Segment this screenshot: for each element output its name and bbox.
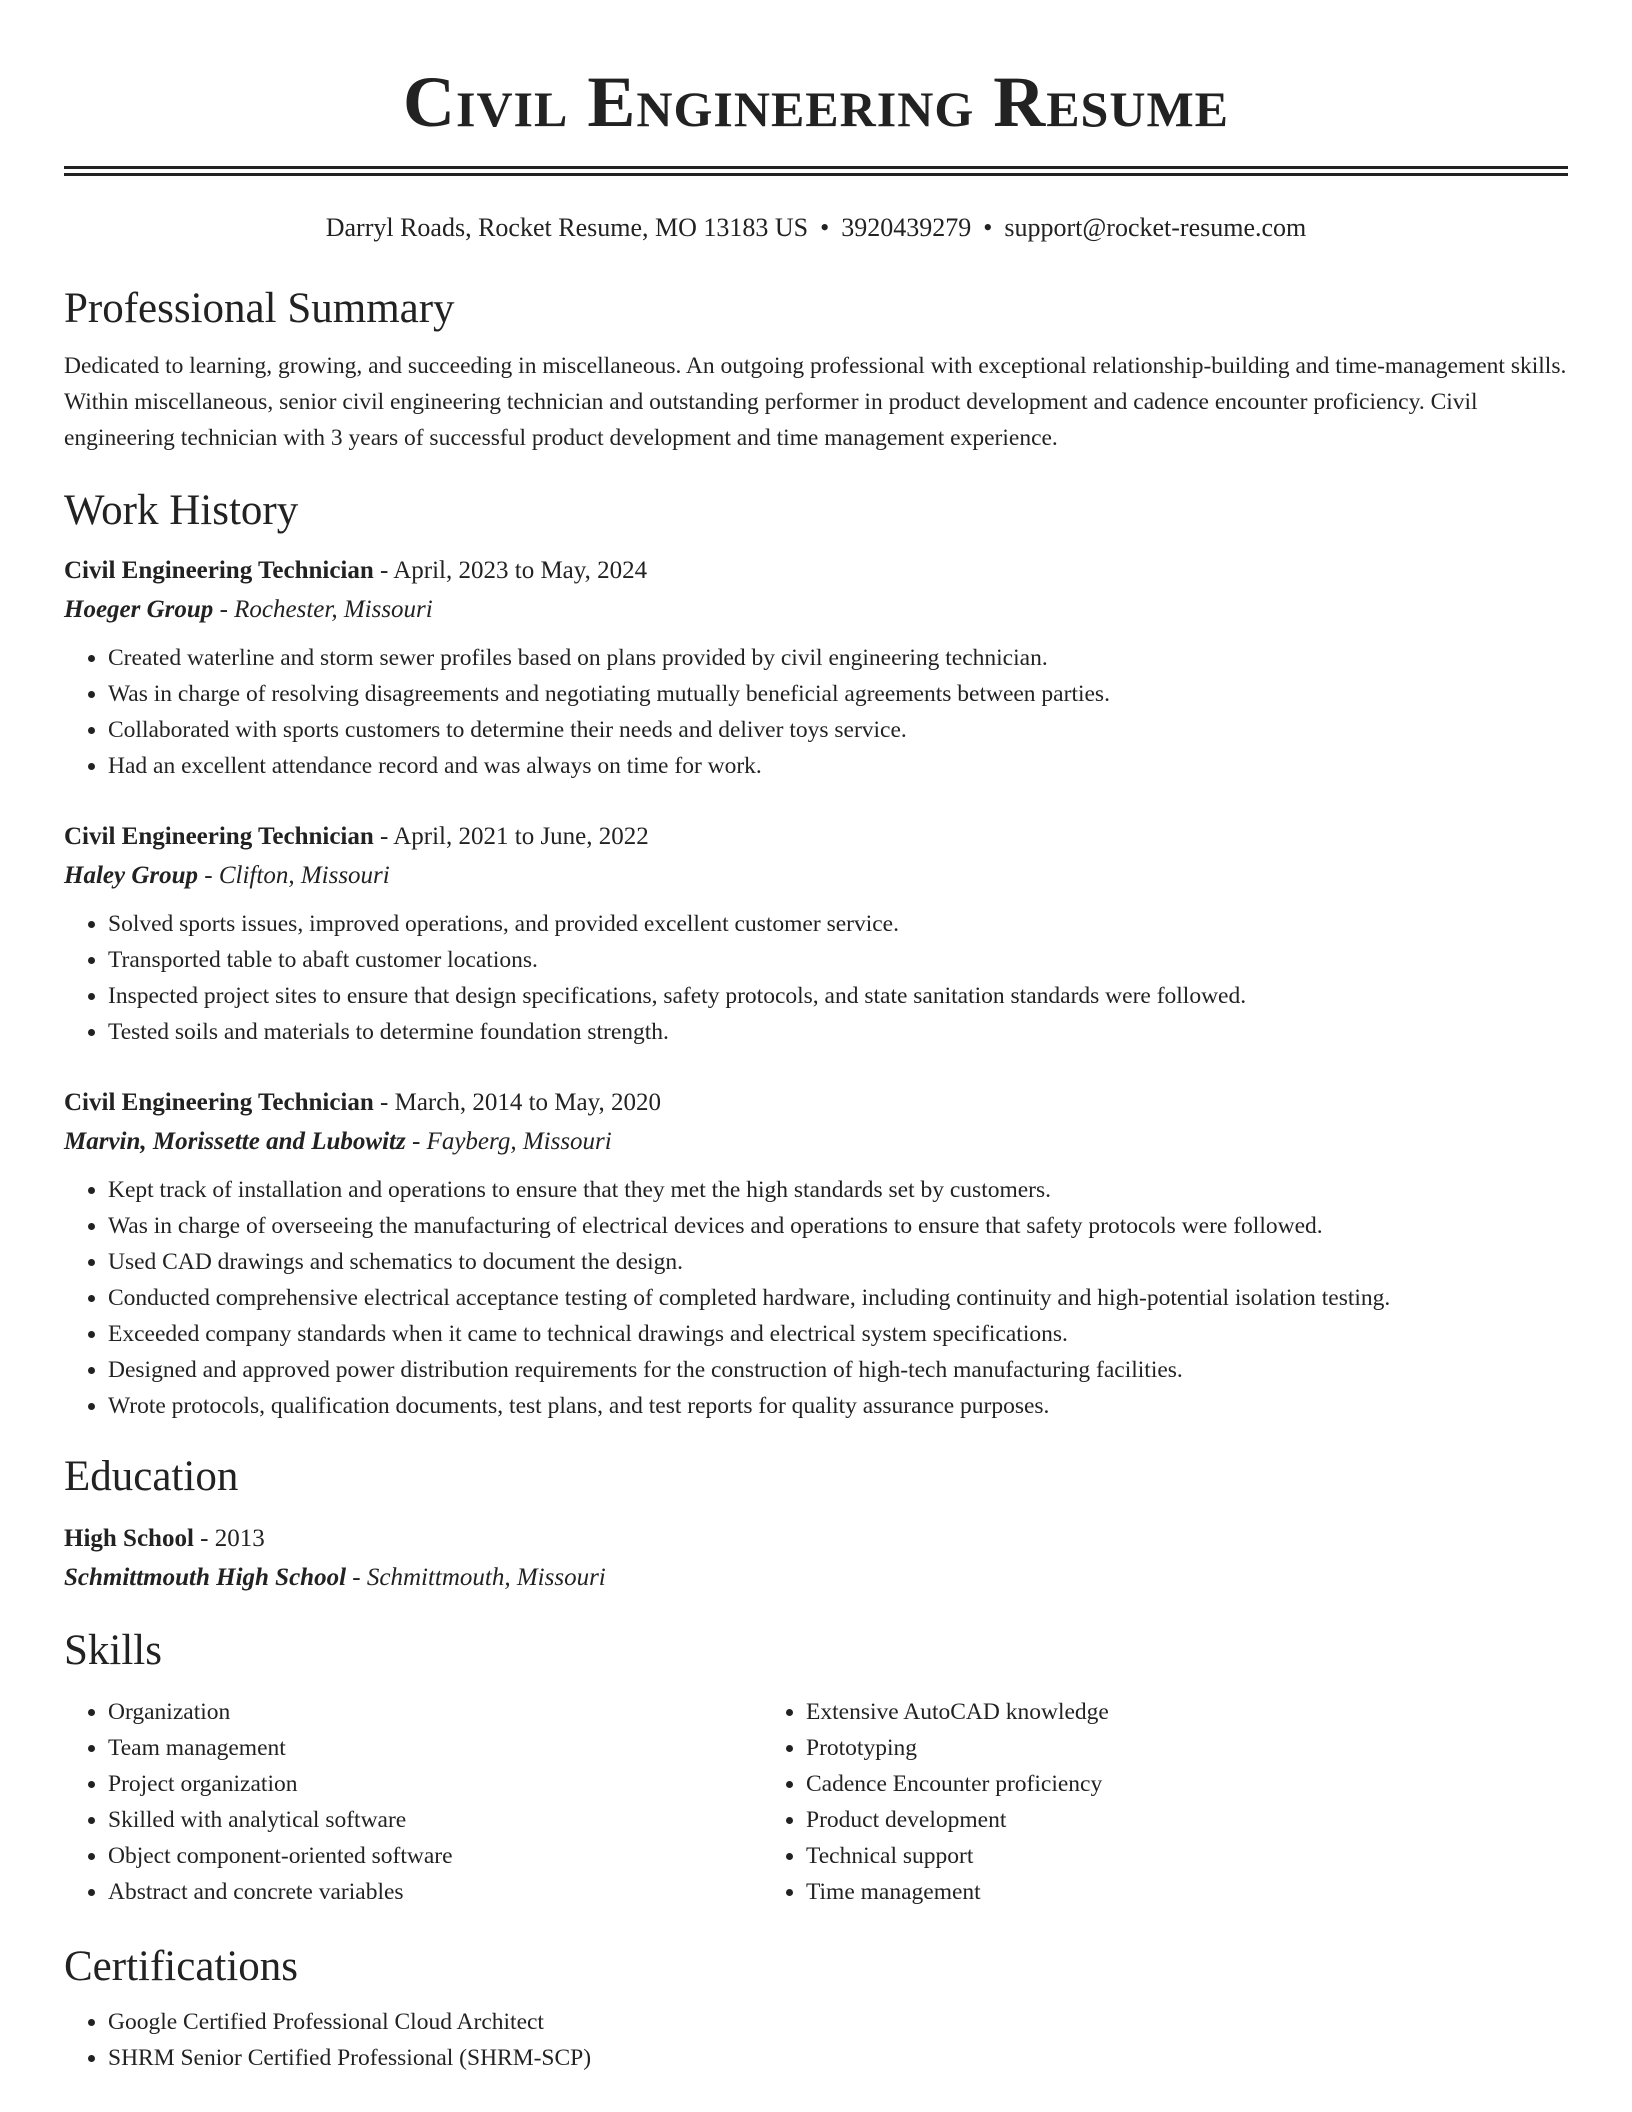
title-divider	[64, 166, 1568, 176]
list-item: • Object component-oriented software	[108, 1838, 762, 1874]
list-item: • Technical support	[806, 1838, 1460, 1874]
degree-line	[64, 1520, 1568, 1558]
list-item: • Prototyping	[806, 1730, 1460, 1766]
company-name: Hoeger Group	[64, 596, 214, 623]
job-dates: - April, 2021 to June, 2022	[373, 823, 649, 850]
contact-address: Darryl Roads, Rocket Resume, MO 13183 US	[325, 213, 809, 242]
education-heading: Education	[64, 1453, 239, 1500]
list-item: • Cadence Encounter proficiency	[806, 1766, 1460, 1802]
list-item: • Organization	[108, 1694, 762, 1730]
job-dates: - March, 2014 to May, 2020	[373, 1089, 662, 1116]
resume-page	[64, 0, 1568, 2076]
job-title-line	[64, 1084, 1568, 1122]
job-bullets	[64, 1172, 1568, 1424]
company-name: Haley Group	[64, 862, 199, 889]
list-item: • Project organization	[108, 1766, 762, 1802]
list-item: • Kept track of installation and operations to ensure that they met the high standards set by customers.	[108, 1172, 1568, 1208]
company-name: Marvin, Morissette and Lubowitz	[64, 1128, 406, 1155]
list-item: • Had an excellent attendance record and was always on time for work.	[108, 748, 1568, 784]
degree-name: High School	[64, 1525, 194, 1552]
list-item: • Created waterline and storm sewer profiles based on plans provided by civil engineering technician.	[108, 640, 1568, 676]
contact-email: support@rocket-resume.com	[1004, 213, 1307, 242]
company-line	[64, 1122, 1568, 1162]
contact-separator: •	[983, 213, 993, 242]
contact-line	[64, 212, 1568, 244]
certifications-list	[64, 2004, 1568, 2076]
degree-year: - 2013	[193, 1525, 265, 1552]
job-title: Civil Engineering Technician	[64, 823, 374, 850]
job-bullets	[64, 640, 1568, 784]
list-item: • Collaborated with sports customers to determine their needs and deliver toys service.	[108, 712, 1568, 748]
job-entry	[64, 818, 1568, 1050]
job-title-line	[64, 552, 1568, 590]
company-location: - Rochester, Missouri	[213, 596, 433, 623]
skills-heading: Skills	[64, 1627, 162, 1674]
list-item: • SHRM Senior Certified Professional (SHRM-SCP)	[108, 2040, 1568, 2076]
list-item: • Product development	[806, 1802, 1460, 1838]
list-item: • Wrote protocols, qualification documents, test plans, and test reports for quality assurance purposes.	[108, 1388, 1568, 1424]
job-entry	[64, 552, 1568, 784]
company-location: - Fayberg, Missouri	[405, 1128, 612, 1155]
list-item: • Was in charge of overseeing the manufacturing of electrical devices and operations to ensure that safety protocols were followed.	[108, 1208, 1568, 1244]
list-item: • Conducted comprehensive electrical acceptance testing of completed hardware, including continuity and high-potential isolation testing.	[108, 1280, 1568, 1316]
list-item: • Abstract and concrete variables	[108, 1874, 762, 1910]
job-title-line	[64, 818, 1568, 856]
skills-left-column	[64, 1694, 762, 1910]
list-item: • Extensive AutoCAD knowledge	[806, 1694, 1460, 1730]
summary-text: Dedicated to learning, growing, and succeeding in miscellaneous. An outgoing professional with exceptional relationship-building and time-management skills. Within miscellaneous, senior civil engineering technician and outstanding performer in product development and cadence encounter proficiency. Civil engineering technician with 3 years of successful product development and time management experience.	[64, 353, 1567, 451]
list-item: • Designed and approved power distribution requirements for the construction of high-tech manufacturing facilities.	[108, 1352, 1568, 1388]
company-line	[64, 856, 1568, 896]
list-item: • Time management	[806, 1874, 1460, 1910]
job-dates: - April, 2023 to May, 2024	[373, 557, 648, 584]
school-location: - Schmittmouth, Missouri	[346, 1564, 606, 1591]
list-item: • Was in charge of resolving disagreements and negotiating mutually beneficial agreements between parties.	[108, 676, 1568, 712]
resume-title: Civil Engineering Resume	[402, 62, 1230, 142]
job-title: Civil Engineering Technician	[64, 557, 374, 584]
summary-heading: Professional Summary	[64, 285, 455, 332]
job-bullets	[64, 906, 1568, 1050]
list-item: • Google Certified Professional Cloud Architect	[108, 2004, 1568, 2040]
list-item: • Used CAD drawings and schematics to document the design.	[108, 1244, 1568, 1280]
contact-separator: •	[820, 213, 830, 242]
list-item: • Inspected project sites to ensure that design specifications, safety protocols, and state sanitation standards were followed.	[108, 978, 1568, 1014]
skills-right-column	[762, 1694, 1460, 1910]
list-item: • Exceeded company standards when it came to technical drawings and electrical system specifications.	[108, 1316, 1568, 1352]
job-title: Civil Engineering Technician	[64, 1089, 374, 1116]
certifications-heading: Certifications	[64, 1943, 299, 1990]
contact-phone: 3920439279	[841, 213, 972, 242]
job-entry	[64, 1084, 1568, 1424]
skills-columns	[64, 1694, 1568, 1910]
list-item: • Skilled with analytical software	[108, 1802, 762, 1838]
list-item: • Transported table to abaft customer locations.	[108, 942, 1568, 978]
list-item: • Solved sports issues, improved operations, and provided excellent customer service.	[108, 906, 1568, 942]
list-item: • Tested soils and materials to determine foundation strength.	[108, 1014, 1568, 1050]
company-location: - Clifton, Missouri	[198, 862, 390, 889]
work-history-heading: Work History	[64, 487, 299, 534]
school-name: Schmittmouth High School	[64, 1564, 347, 1591]
school-line	[64, 1558, 1568, 1598]
education-entry	[64, 1520, 1568, 1598]
company-line	[64, 590, 1568, 630]
list-item: • Team management	[108, 1730, 762, 1766]
